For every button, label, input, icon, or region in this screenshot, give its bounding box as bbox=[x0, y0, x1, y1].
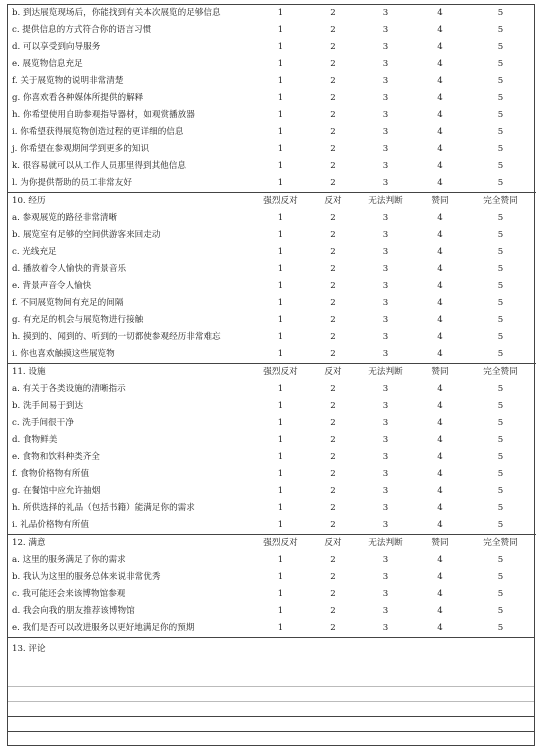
scale-option: 2 bbox=[330, 606, 336, 616]
scale-option: 5 bbox=[497, 589, 504, 599]
scale-header-label: 完全赞同 bbox=[465, 364, 536, 382]
scale-option: 5 bbox=[497, 230, 504, 240]
question-text: f. 关于展览物的说明非常清楚 bbox=[12, 76, 124, 86]
question-row bbox=[8, 552, 536, 569]
question-row bbox=[8, 39, 536, 56]
scale-option: 2 bbox=[330, 178, 336, 188]
scale-option: 5 bbox=[497, 247, 504, 257]
scale-option: 1 bbox=[277, 281, 284, 291]
scale-option: 1 bbox=[277, 247, 284, 257]
question-row bbox=[8, 312, 536, 329]
scale-option: 3 bbox=[382, 8, 389, 18]
scale-option: 5 bbox=[497, 469, 504, 479]
scale-option: 4 bbox=[437, 161, 443, 171]
question-row bbox=[8, 5, 536, 22]
scale-option: 2 bbox=[330, 264, 336, 274]
scale-option: 2 bbox=[330, 555, 336, 565]
scale-option: 4 bbox=[437, 25, 443, 35]
scale-option: 5 bbox=[497, 418, 504, 428]
section-title: 11. 设施 bbox=[8, 364, 251, 382]
question-text: f. 不同展览物间有充足的间隔 bbox=[12, 298, 124, 308]
question-text: c. 光线充足 bbox=[12, 247, 57, 257]
question-text: a. 这里的服务满足了你的需求 bbox=[12, 555, 126, 565]
scale-header-label: 赞同 bbox=[415, 535, 465, 553]
scale-option: 4 bbox=[437, 520, 443, 530]
scale-option: 5 bbox=[497, 486, 504, 496]
scale-option: 5 bbox=[497, 435, 504, 445]
scale-header-label: 完全赞同 bbox=[465, 535, 536, 553]
scale-option: 3 bbox=[382, 230, 389, 240]
question-row bbox=[8, 449, 536, 466]
scale-option: 1 bbox=[277, 606, 284, 616]
question-text: e. 展览物信息充足 bbox=[12, 59, 83, 69]
question-text: e. 食物和饮料种类齐全 bbox=[12, 452, 100, 462]
scale-option: 3 bbox=[382, 452, 389, 462]
scale-option: 5 bbox=[497, 384, 504, 394]
scale-option: 5 bbox=[497, 59, 504, 69]
section-title-comments: 13. 评论 bbox=[12, 644, 46, 654]
question-row bbox=[8, 56, 536, 73]
scale-option: 5 bbox=[497, 93, 504, 103]
scale-option: 3 bbox=[382, 144, 389, 154]
scale-option: 4 bbox=[437, 230, 443, 240]
scale-option: 1 bbox=[277, 555, 284, 565]
scale-option: 4 bbox=[437, 264, 443, 274]
scale-option: 4 bbox=[437, 589, 443, 599]
question-row bbox=[8, 278, 536, 295]
question-text: h. 所供选择的礼品（包括书籍）能满足你的需求 bbox=[12, 503, 195, 513]
scale-option: 5 bbox=[497, 161, 504, 171]
scale-option: 3 bbox=[382, 418, 389, 428]
question-text: d. 播放着令人愉快的背景音乐 bbox=[12, 264, 127, 274]
scale-option: 1 bbox=[277, 59, 284, 69]
scale-option: 3 bbox=[382, 623, 389, 633]
scale-option: 4 bbox=[437, 623, 443, 633]
scale-option: 5 bbox=[497, 281, 504, 291]
question-row bbox=[8, 261, 536, 278]
scale-option: 3 bbox=[382, 572, 389, 582]
question-row bbox=[8, 22, 536, 39]
scale-option: 3 bbox=[382, 76, 389, 86]
scale-option: 1 bbox=[277, 401, 284, 411]
scale-option: 5 bbox=[497, 298, 504, 308]
blank-row bbox=[8, 717, 534, 731]
scale-option: 5 bbox=[497, 452, 504, 462]
scale-option: 2 bbox=[330, 213, 336, 223]
question-row bbox=[8, 107, 536, 124]
questionnaire-table bbox=[8, 5, 536, 637]
scale-option: 5 bbox=[497, 76, 504, 86]
comments-section bbox=[8, 637, 534, 716]
scale-option: 1 bbox=[277, 486, 284, 496]
scale-option: 3 bbox=[382, 213, 389, 223]
scale-option: 5 bbox=[497, 25, 504, 35]
question-text: h. 你希望使用自助参观指导器材，如观赏播放器 bbox=[12, 110, 195, 120]
scale-option: 5 bbox=[497, 520, 504, 530]
scale-option: 2 bbox=[330, 110, 336, 120]
question-text: b. 到达展览现场后，你能找到有关本次展览的足够信息 bbox=[12, 8, 221, 18]
scale-option: 4 bbox=[437, 469, 443, 479]
scale-option: 2 bbox=[330, 247, 336, 257]
scale-option: 3 bbox=[382, 298, 389, 308]
scale-option: 3 bbox=[382, 59, 389, 69]
section-header-row bbox=[8, 193, 536, 211]
scale-option: 5 bbox=[497, 213, 504, 223]
scale-option: 2 bbox=[330, 435, 336, 445]
question-row bbox=[8, 295, 536, 312]
scale-option: 4 bbox=[437, 247, 443, 257]
question-text: k. 很容易就可以从工作人员那里得到其他信息 bbox=[12, 161, 186, 171]
question-row bbox=[8, 500, 536, 517]
scale-option: 4 bbox=[437, 315, 443, 325]
question-row bbox=[8, 141, 536, 158]
scale-option: 2 bbox=[330, 520, 336, 530]
question-text: d. 食物鲜美 bbox=[12, 435, 58, 445]
question-row bbox=[8, 517, 536, 535]
scale-option: 4 bbox=[437, 178, 443, 188]
scale-option: 3 bbox=[382, 486, 389, 496]
scale-option: 2 bbox=[330, 144, 336, 154]
scale-option: 1 bbox=[277, 469, 284, 479]
scale-option: 5 bbox=[497, 606, 504, 616]
question-row bbox=[8, 586, 536, 603]
question-row bbox=[8, 210, 536, 227]
scale-option: 2 bbox=[330, 230, 336, 240]
scale-option: 1 bbox=[277, 161, 284, 171]
question-text: c. 我可能还会来该博物馆参观 bbox=[12, 589, 126, 599]
scale-option: 3 bbox=[382, 281, 389, 291]
scale-option: 2 bbox=[330, 469, 336, 479]
scale-option: 3 bbox=[382, 127, 389, 137]
scale-option: 5 bbox=[497, 401, 504, 411]
scale-option: 1 bbox=[277, 384, 284, 394]
scale-header-label: 完全赞同 bbox=[465, 193, 536, 211]
scale-option: 2 bbox=[330, 127, 336, 137]
scale-option: 1 bbox=[277, 315, 284, 325]
scale-header-label: 赞同 bbox=[415, 193, 465, 211]
question-row bbox=[8, 346, 536, 364]
scale-option: 1 bbox=[277, 127, 284, 137]
scale-option: 2 bbox=[330, 572, 336, 582]
scale-option: 3 bbox=[382, 503, 389, 513]
scale-option: 4 bbox=[437, 435, 443, 445]
scale-option: 3 bbox=[382, 247, 389, 257]
scale-option: 4 bbox=[437, 93, 443, 103]
scale-header-label: 强烈反对 bbox=[251, 535, 310, 553]
scale-option: 5 bbox=[497, 503, 504, 513]
question-text: e. 背景声音令人愉快 bbox=[12, 281, 92, 291]
question-row bbox=[8, 603, 536, 620]
scale-option: 5 bbox=[497, 127, 504, 137]
question-row bbox=[8, 398, 536, 415]
question-row bbox=[8, 227, 536, 244]
scale-option: 4 bbox=[437, 418, 443, 428]
scale-option: 2 bbox=[330, 281, 336, 291]
scale-option: 5 bbox=[497, 332, 504, 342]
scale-option: 3 bbox=[382, 435, 389, 445]
scale-option: 1 bbox=[277, 589, 284, 599]
scale-option: 5 bbox=[497, 623, 504, 633]
scale-option: 4 bbox=[437, 298, 443, 308]
scale-option: 1 bbox=[277, 93, 284, 103]
question-row bbox=[8, 381, 536, 398]
scale-option: 5 bbox=[497, 315, 504, 325]
scale-option: 1 bbox=[277, 144, 284, 154]
question-row bbox=[8, 175, 536, 193]
scale-option: 5 bbox=[497, 8, 504, 18]
scale-option: 1 bbox=[277, 418, 284, 428]
question-text: e. 我们是否可以改进服务以更好地满足你的预期 bbox=[12, 623, 195, 633]
scale-option: 3 bbox=[382, 178, 389, 188]
scale-option: 5 bbox=[497, 264, 504, 274]
scale-header-label: 赞同 bbox=[415, 364, 465, 382]
scale-option: 3 bbox=[382, 469, 389, 479]
scale-option: 4 bbox=[437, 110, 443, 120]
scale-option: 3 bbox=[382, 42, 389, 52]
section-title: 12. 满意 bbox=[8, 535, 251, 553]
scale-option: 1 bbox=[277, 298, 284, 308]
scale-option: 1 bbox=[277, 8, 284, 18]
scale-option: 1 bbox=[277, 332, 284, 342]
question-text: j. 你希望在参观期间学到更多的知识 bbox=[12, 144, 150, 154]
scale-option: 2 bbox=[330, 298, 336, 308]
scale-option: 1 bbox=[277, 213, 284, 223]
scale-option: 1 bbox=[277, 503, 284, 513]
scale-option: 3 bbox=[382, 401, 389, 411]
scale-option: 4 bbox=[437, 384, 443, 394]
scale-option: 4 bbox=[437, 42, 443, 52]
scale-option: 4 bbox=[437, 606, 443, 616]
section-header-row bbox=[8, 535, 536, 553]
scale-option: 5 bbox=[497, 555, 504, 565]
question-row bbox=[8, 329, 536, 346]
question-text: a. 参观展览的路径非常清晰 bbox=[12, 213, 118, 223]
scale-option: 4 bbox=[437, 213, 443, 223]
comment-line bbox=[8, 701, 534, 702]
scale-option: 2 bbox=[330, 42, 336, 52]
question-text: b. 我认为这里的服务总体来说非常优秀 bbox=[12, 572, 161, 582]
scale-option: 2 bbox=[330, 161, 336, 171]
scale-header-label: 无法判断 bbox=[356, 193, 415, 211]
scale-option: 1 bbox=[277, 42, 284, 52]
question-text: c. 提供信息的方式符合你的语言习惯 bbox=[12, 25, 152, 35]
question-text: d. 可以享受到向导服务 bbox=[12, 42, 101, 52]
scale-option: 4 bbox=[437, 127, 443, 137]
question-text: h. 摸到的、闻到的、听到的一切都使参观经历非常难忘 bbox=[12, 332, 221, 342]
scale-option: 2 bbox=[330, 418, 336, 428]
scale-option: 5 bbox=[497, 349, 504, 359]
comment-line bbox=[8, 686, 534, 687]
question-text: d. 我会向我的朋友推荐该博物馆 bbox=[12, 606, 135, 616]
scale-option: 1 bbox=[277, 623, 284, 633]
scale-header-label: 反对 bbox=[310, 535, 356, 553]
scale-option: 2 bbox=[330, 401, 336, 411]
scale-option: 4 bbox=[437, 281, 443, 291]
scale-option: 2 bbox=[330, 623, 336, 633]
scale-option: 2 bbox=[330, 315, 336, 325]
scale-option: 3 bbox=[382, 589, 389, 599]
question-text: f. 食物价格物有所值 bbox=[12, 469, 90, 479]
section-title: 10. 经历 bbox=[8, 193, 251, 211]
scale-header-label: 无法判断 bbox=[356, 535, 415, 553]
scale-option: 5 bbox=[497, 178, 504, 188]
scale-option: 4 bbox=[437, 486, 443, 496]
question-text: g. 有充足的机会与展览物进行接触 bbox=[12, 315, 144, 325]
scale-option: 2 bbox=[330, 349, 336, 359]
scale-option: 4 bbox=[437, 503, 443, 513]
question-row bbox=[8, 73, 536, 90]
scale-option: 1 bbox=[277, 349, 284, 359]
scale-header-label: 无法判断 bbox=[356, 364, 415, 382]
scale-option: 1 bbox=[277, 264, 284, 274]
scale-option: 3 bbox=[382, 349, 389, 359]
scale-option: 4 bbox=[437, 59, 443, 69]
scale-option: 4 bbox=[437, 401, 443, 411]
scale-option: 4 bbox=[437, 332, 443, 342]
scale-option: 2 bbox=[330, 8, 336, 18]
scale-option: 4 bbox=[437, 452, 443, 462]
scale-header-label: 反对 bbox=[310, 193, 356, 211]
scale-header-label: 强烈反对 bbox=[251, 364, 310, 382]
scale-option: 1 bbox=[277, 520, 284, 530]
divider bbox=[8, 731, 534, 732]
questionnaire-sheet bbox=[7, 4, 535, 746]
scale-option: 3 bbox=[382, 384, 389, 394]
question-row bbox=[8, 466, 536, 483]
scale-option: 1 bbox=[277, 230, 284, 240]
scale-option: 4 bbox=[437, 555, 443, 565]
scale-option: 5 bbox=[497, 42, 504, 52]
scale-option: 1 bbox=[277, 110, 284, 120]
question-row bbox=[8, 124, 536, 141]
scale-option: 1 bbox=[277, 452, 284, 462]
scale-option: 2 bbox=[330, 332, 336, 342]
question-text: b. 展览室有足够的空间供游客来回走动 bbox=[12, 230, 161, 240]
question-text: i. 礼品价格物有所值 bbox=[12, 520, 89, 530]
scale-option: 3 bbox=[382, 520, 389, 530]
question-row bbox=[8, 90, 536, 107]
scale-option: 5 bbox=[497, 110, 504, 120]
question-row bbox=[8, 569, 536, 586]
question-text: g. 在餐馆中应允许抽烟 bbox=[12, 486, 101, 496]
scale-option: 4 bbox=[437, 144, 443, 154]
question-row bbox=[8, 244, 536, 261]
scale-option: 5 bbox=[497, 572, 504, 582]
question-text: c. 洗手间很干净 bbox=[12, 418, 74, 428]
scale-option: 2 bbox=[330, 93, 336, 103]
scale-option: 3 bbox=[382, 110, 389, 120]
scale-option: 2 bbox=[330, 25, 336, 35]
scale-option: 2 bbox=[330, 384, 336, 394]
question-row bbox=[8, 620, 536, 637]
question-text: l. 为你提供帮助的员工非常友好 bbox=[12, 178, 132, 188]
question-row bbox=[8, 432, 536, 449]
scale-option: 2 bbox=[330, 589, 336, 599]
scale-header-label: 反对 bbox=[310, 364, 356, 382]
scale-option: 4 bbox=[437, 8, 443, 18]
scale-option: 5 bbox=[497, 144, 504, 154]
question-text: i. 你也喜欢触摸这些展览物 bbox=[12, 349, 115, 359]
question-text: b. 洗手间易于到达 bbox=[12, 401, 84, 411]
scale-option: 1 bbox=[277, 178, 284, 188]
scale-option: 4 bbox=[437, 349, 443, 359]
scale-option: 3 bbox=[382, 161, 389, 171]
scale-header-label: 强烈反对 bbox=[251, 193, 310, 211]
scale-option: 4 bbox=[437, 572, 443, 582]
scale-option: 4 bbox=[437, 76, 443, 86]
scale-option: 1 bbox=[277, 435, 284, 445]
scale-option: 3 bbox=[382, 555, 389, 565]
question-text: g. 你喜欢看各种媒体所提供的解释 bbox=[12, 93, 144, 103]
section-header-row bbox=[8, 364, 536, 382]
scale-option: 3 bbox=[382, 332, 389, 342]
scale-option: 1 bbox=[277, 572, 284, 582]
scale-option: 2 bbox=[330, 503, 336, 513]
scale-option: 3 bbox=[382, 93, 389, 103]
scale-option: 3 bbox=[382, 264, 389, 274]
scale-option: 3 bbox=[382, 25, 389, 35]
scale-option: 1 bbox=[277, 76, 284, 86]
question-text: a. 有关于各类设施的清晰指示 bbox=[12, 384, 126, 394]
scale-option: 2 bbox=[330, 486, 336, 496]
question-row bbox=[8, 415, 536, 432]
question-row bbox=[8, 483, 536, 500]
question-text: i. 你希望获得展览物创造过程的更详细的信息 bbox=[12, 127, 184, 137]
scale-option: 2 bbox=[330, 59, 336, 69]
question-row bbox=[8, 158, 536, 175]
scale-option: 1 bbox=[277, 25, 284, 35]
scale-option: 3 bbox=[382, 315, 389, 325]
scale-option: 2 bbox=[330, 452, 336, 462]
scale-option: 2 bbox=[330, 76, 336, 86]
scale-option: 3 bbox=[382, 606, 389, 616]
